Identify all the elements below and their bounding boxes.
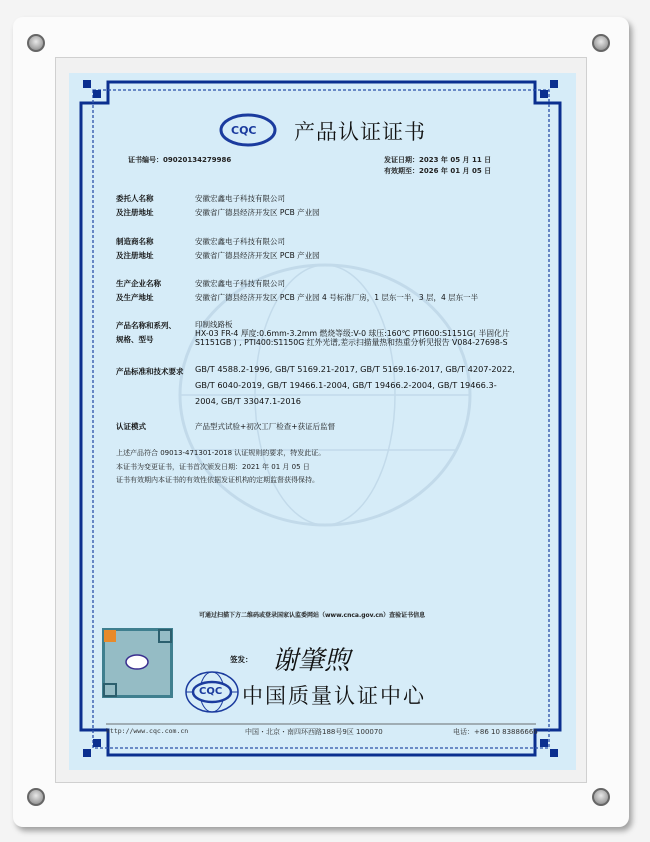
verify-note: 可通过扫描下方二维码或登录国家认监委网站（www.cnca.gov.cn）查验证书信息 <box>199 612 426 619</box>
note: 本证书为变更证书，证书首次颁发日期：2021 年 01 月 05 日 <box>116 463 310 471</box>
field-label: 生产企业名称 <box>116 279 161 288</box>
page-title: 产品认证证书 <box>294 120 426 144</box>
expiry-date-label: 有效期至： <box>384 167 419 175</box>
certificate-number-label: 证书编号： <box>128 156 163 164</box>
product-spec: HX-03 FR-4 厚度:0.6mm-3.2mm 燃烧等级:V-0 球压:160℃ PTI600:S1151G( 半固化片 <box>195 329 510 338</box>
field-value: 安徽省广德县经济开发区 PCB 产业园 <box>195 251 320 260</box>
footer-url: http://www.cqc.com.cn <box>106 727 189 735</box>
issuer-name: 中国质量认证中心 <box>242 684 426 708</box>
field-label: 及注册地址 <box>116 251 154 260</box>
issuer-logo-text: CQC <box>199 686 223 697</box>
certificate-number <box>128 155 231 165</box>
field-value: 安徽宏鑫电子科技有限公司 <box>195 194 285 203</box>
expiry-date-value: 2026 年 01 月 05 日 <box>419 167 492 175</box>
product-label: 规格、型号 <box>116 335 154 344</box>
standards-value: GB/T 4588.2-1996, GB/T 5169.21-2017, GB/T 5169.16-2017, GB/T 4207-2022, GB/T 6040-2019, GB/T 19466.1-2004, GB/T 19466.2-2004, GB/T 19466.3-2004, GB/T 33047.1-2016 <box>195 364 515 406</box>
field-label: 委托人名称 <box>116 194 154 203</box>
field-label: 制造商名称 <box>116 237 154 246</box>
mode-value: 产品型式试验+初次工厂检查+获证后监督 <box>195 422 336 431</box>
field-value: 安徽宏鑫电子科技有限公司 <box>195 279 285 288</box>
screw-icon <box>592 788 610 806</box>
standards-label: 产品标准和技术要求 <box>116 367 184 376</box>
field-value: 安徽宏鑫电子科技有限公司 <box>195 237 285 246</box>
issue-date-value: 2023 年 05 月 11 日 <box>419 156 492 164</box>
field-label: 及注册地址 <box>116 208 154 217</box>
expiry-date <box>384 166 491 176</box>
mode-label: 认证模式 <box>116 422 146 431</box>
product-spec: S1151GB ) , PTI400:S1150G 红外光谱,差示扫描量热和热重分析见报告 V084-27698-S <box>195 338 508 347</box>
signature-label: 签发： <box>230 655 253 664</box>
screw-icon <box>27 34 45 52</box>
issue-date-label: 发证日期： <box>384 156 419 164</box>
screw-icon <box>27 788 45 806</box>
certificate <box>69 73 576 770</box>
field-value: 安徽省广德县经济开发区 PCB 产业园 <box>195 208 320 217</box>
cqc-logo: CQC <box>231 124 257 137</box>
field-value: 安徽省广德县经济开发区 PCB 产业园 4 号标准厂房，1 层东一半，3 层，4 层东一半 <box>195 293 479 302</box>
certificate-number-value: 09020134279986 <box>163 156 232 164</box>
field-label: 及生产地址 <box>116 293 154 302</box>
product-label: 产品名称和系列、 <box>116 321 176 330</box>
product-name: 印制线路板 <box>195 320 233 329</box>
issue-date <box>384 155 491 165</box>
screw-icon <box>592 34 610 52</box>
note: 上述产品符合 09013-471301-2018 认证规则的要求，特发此证。 <box>116 449 326 457</box>
note: 证书有效期内本证书的有效性依据发证机构的定期监督获得保持。 <box>116 476 319 484</box>
footer-address: 中国・北京・南四环西路188号9区 100070 <box>245 728 383 736</box>
footer-phone: 电话：+86 10 83886666 <box>453 728 538 736</box>
signature: 谢肇煦 <box>272 646 351 676</box>
